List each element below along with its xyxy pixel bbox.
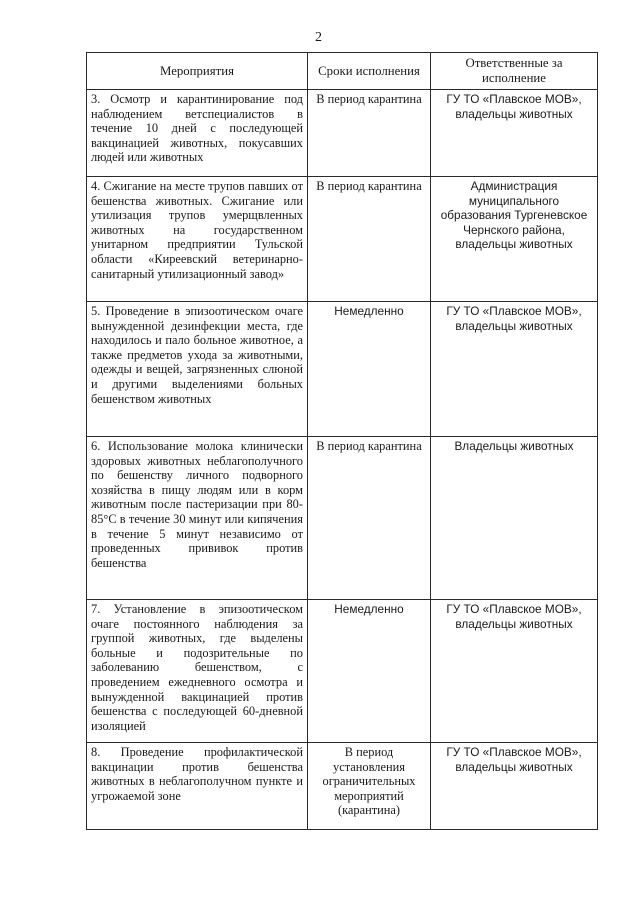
- activity-cell: 6. Использование молока клинически здоровых животных неблагополучного по бешенству личного подворного хозяйства в пищу людям или в корм животным после пастеризации при 80-85°С в течение 30 минут или кипячения в течение 5 минут независимо от проведенных прививок против бешенства: [87, 437, 308, 600]
- term-cell: В период карантина: [308, 437, 431, 600]
- term-cell: В период установления ограничительных мероприятий (карантина): [308, 743, 431, 830]
- activity-cell: 4. Сжигание на месте трупов павших от бешенства животных. Сжигание или утилизация трупов умерщвленных животных на государственном унитарном предприятии Тульской области «Киреевский ветеринарно-санитарный утилизационный завод»: [87, 177, 308, 302]
- table-row: [87, 600, 598, 743]
- table-row: [87, 743, 598, 830]
- responsible-cell: Владельцы животных: [431, 437, 598, 600]
- responsible-cell: ГУ ТО «Плавское МОВ», владельцы животных: [431, 743, 598, 830]
- table-header-row: [87, 53, 598, 90]
- header-activity: Мероприятия: [87, 53, 308, 90]
- table-row: [87, 90, 598, 177]
- responsible-cell: ГУ ТО «Плавское МОВ», владельцы животных: [431, 600, 598, 743]
- activity-cell: 5. Проведение в эпизоотическом очаге вынужденной дезинфекции места, где находилось и пало больное животное, а также предметов ухода за животными, одежды и вещей, загрязненных слюной и другими выделениями больных бешенством животных: [87, 302, 308, 437]
- responsible-cell: ГУ ТО «Плавское МОВ», владельцы животных: [431, 302, 598, 437]
- term-cell: Немедленно: [308, 302, 431, 437]
- page-number: 2: [315, 30, 322, 45]
- term-cell: В период карантина: [308, 90, 431, 177]
- activity-cell: 3. Осмотр и карантинирование под наблюдением ветспециалистов в течение 10 дней с последующей вакцинацией животных, покусавших людей или животных: [87, 90, 308, 177]
- measures-table: [86, 52, 598, 830]
- activity-cell: 7. Установление в эпизоотическом очаге постоянного наблюдения за группой животных, где выделены больные и подозрительные по заболеванию бешенством, с проведением ежедневного осмотра и вынужденной вакцинацией против бешенства с последующей 60-дневной изоляцией: [87, 600, 308, 743]
- responsible-cell: Администрация муниципального образования Тургеневское Чернского района, владельцы животных: [431, 177, 598, 302]
- term-cell: В период карантина: [308, 177, 431, 302]
- responsible-cell: ГУ ТО «Плавское МОВ», владельцы животных: [431, 90, 598, 177]
- table-row: [87, 302, 598, 437]
- header-responsible: Ответственные за исполнение: [431, 53, 598, 90]
- table-row: [87, 437, 598, 600]
- header-term: Сроки исполнения: [308, 53, 431, 90]
- term-cell: Немедленно: [308, 600, 431, 743]
- activity-cell: 8. Проведение профилактической вакцинации против бешенства животных в неблагополучном пункте и угрожаемой зоне: [87, 743, 308, 830]
- table-row: [87, 177, 598, 302]
